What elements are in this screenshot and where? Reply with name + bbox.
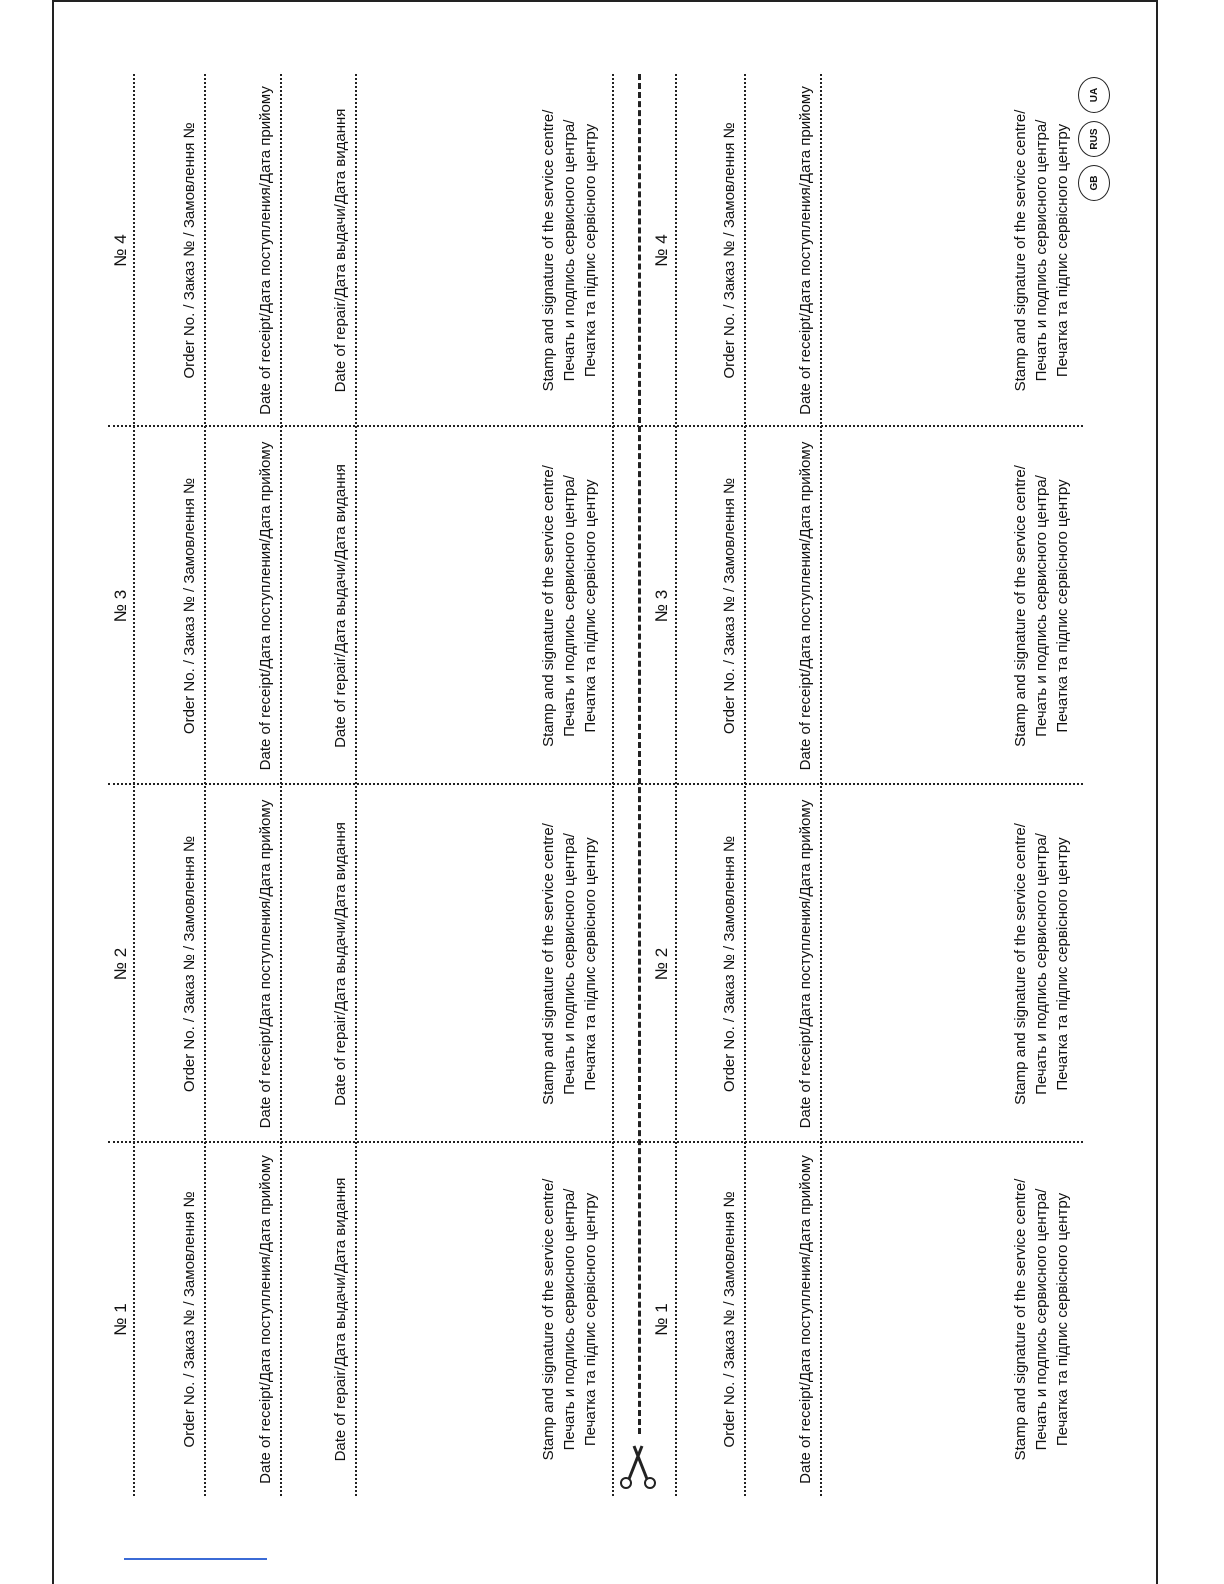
stamp-signature-area	[1010, 1143, 1073, 1496]
order-number-field: Order No. / Заказ № / Замовлення №	[721, 1191, 738, 1448]
stamp-caption-en: Stamp and signature of the service centre/	[540, 465, 557, 747]
order-number-field: Order No. / Заказ № / Замовлення №	[181, 122, 198, 379]
rule-lower-number-bottom	[675, 74, 677, 1496]
receipt-date-field: Date of receipt/Дата поступления/Дата прийому	[257, 441, 274, 771]
cut-line	[638, 74, 641, 1434]
rule-header-top	[133, 74, 135, 1496]
stamp-signature-area	[538, 785, 601, 1143]
coupon-number: № 1	[111, 1303, 130, 1336]
repair-date-field: Date of repair/Дата выдачи/Дата видання	[332, 1177, 349, 1462]
order-number-field: Order No. / Заказ № / Замовлення №	[721, 122, 738, 379]
stamp-caption-ua: Печатка та підпис сервісного центру	[1054, 123, 1071, 378]
receipt-date-field: Date of receipt/Дата поступления/Дата прийому	[257, 1155, 274, 1484]
coupon-number: № 3	[111, 589, 130, 623]
stamp-caption-ua: Печатка та підпис сервісного центру	[582, 123, 599, 378]
order-number-field: Order No. / Заказ № / Замовлення №	[721, 835, 738, 1093]
stamp-caption-ua: Печатка та підпис сервісного центру	[582, 837, 599, 1091]
language-badges	[1078, 76, 1114, 201]
order-number-field: Order No. / Заказ № / Замовлення №	[181, 1191, 198, 1448]
stamp-caption-ru: Печать и подпись сервисного центра/	[561, 1188, 578, 1451]
order-number-field: Order No. / Заказ № / Замовлення №	[721, 477, 738, 735]
language-badge-gb: GB	[1078, 165, 1110, 201]
coupon-number: № 1	[652, 1303, 671, 1336]
receipt-date-field: Date of receipt/Дата поступления/Дата прийому	[797, 441, 814, 771]
coupon-number: № 3	[652, 589, 671, 623]
stamp-caption-en: Stamp and signature of the service centre/	[540, 823, 557, 1105]
rule-upper-receipt-bottom	[280, 74, 282, 1496]
receipt-date-field: Date of receipt/Дата поступления/Дата прийому	[257, 799, 274, 1129]
stamp-caption-en: Stamp and signature of the service centre/	[1012, 1178, 1029, 1461]
receipt-date-field: Date of receipt/Дата поступления/Дата прийому	[797, 86, 814, 415]
stamp-caption-ua: Печатка та підпис сервісного центру	[1054, 479, 1071, 733]
scissors-icon	[618, 1444, 658, 1490]
stamp-caption-ru: Печать и подпись сервисного центра/	[561, 475, 578, 737]
order-number-field: Order No. / Заказ № / Замовлення №	[181, 835, 198, 1093]
rule-lower-receipt-bottom	[820, 74, 822, 1496]
stamp-caption-ru: Печать и подпись сервисного центра/	[561, 119, 578, 382]
stamp-signature-area	[1010, 785, 1073, 1143]
coupon-number: № 2	[652, 947, 671, 981]
stamp-caption-ru: Печать и подпись сервисного центра/	[1033, 833, 1050, 1095]
stamp-caption-en: Stamp and signature of the service centre/	[1012, 109, 1029, 392]
stamp-signature-area	[538, 74, 601, 427]
rule-upper-order-bottom	[204, 74, 206, 1496]
stamp-caption-ua: Печатка та підпис сервісного центру	[1054, 837, 1071, 1091]
coupon-number: № 4	[111, 234, 130, 267]
repair-date-field: Date of repair/Дата выдачи/Дата видання	[332, 108, 349, 393]
coupon-number: № 2	[111, 947, 130, 981]
stamp-caption-ua: Печатка та підпис сервісного центру	[582, 479, 599, 733]
stamp-caption-ru: Печать и подпись сервисного центра/	[1033, 475, 1050, 737]
stamp-signature-area	[1010, 74, 1073, 427]
repair-date-field: Date of repair/Дата выдачи/Дата видання	[332, 822, 349, 1106]
repair-date-field: Date of repair/Дата выдачи/Дата видання	[332, 464, 349, 748]
receipt-date-field: Date of receipt/Дата поступления/Дата прийому	[797, 1155, 814, 1484]
receipt-date-field: Date of receipt/Дата поступления/Дата прийому	[257, 86, 274, 415]
stamp-caption-en: Stamp and signature of the service centre/	[1012, 465, 1029, 747]
stamp-caption-ua: Печатка та підпис сервісного центру	[582, 1192, 599, 1447]
language-badge-rus: RUS	[1078, 121, 1110, 157]
order-number-field: Order No. / Заказ № / Замовлення №	[181, 477, 198, 735]
rule-upper-repair-bottom	[355, 74, 357, 1496]
language-badge-ua: UA	[1078, 77, 1110, 113]
stamp-caption-en: Stamp and signature of the service centre/	[540, 1178, 557, 1461]
stamp-signature-area	[1010, 427, 1073, 785]
rule-upper-stamp-bottom	[612, 74, 614, 1496]
stamp-caption-ua: Печатка та підпис сервісного центру	[1054, 1192, 1071, 1447]
stamp-caption-ru: Печать и подпись сервисного центра/	[561, 833, 578, 1095]
stamp-caption-en: Stamp and signature of the service centre/	[540, 109, 557, 392]
receipt-date-field: Date of receipt/Дата поступления/Дата прийому	[797, 799, 814, 1129]
coupon-number: № 4	[652, 234, 671, 267]
stamp-caption-ru: Печать и подпись сервисного центра/	[1033, 119, 1050, 382]
stamp-signature-area	[538, 1143, 601, 1496]
accent-underline	[124, 1558, 267, 1560]
rule-lower-order-bottom	[744, 74, 746, 1496]
stamp-caption-ru: Печать и подпись сервисного центра/	[1033, 1188, 1050, 1451]
stamp-signature-area	[538, 427, 601, 785]
stamp-caption-en: Stamp and signature of the service centre/	[1012, 823, 1029, 1105]
